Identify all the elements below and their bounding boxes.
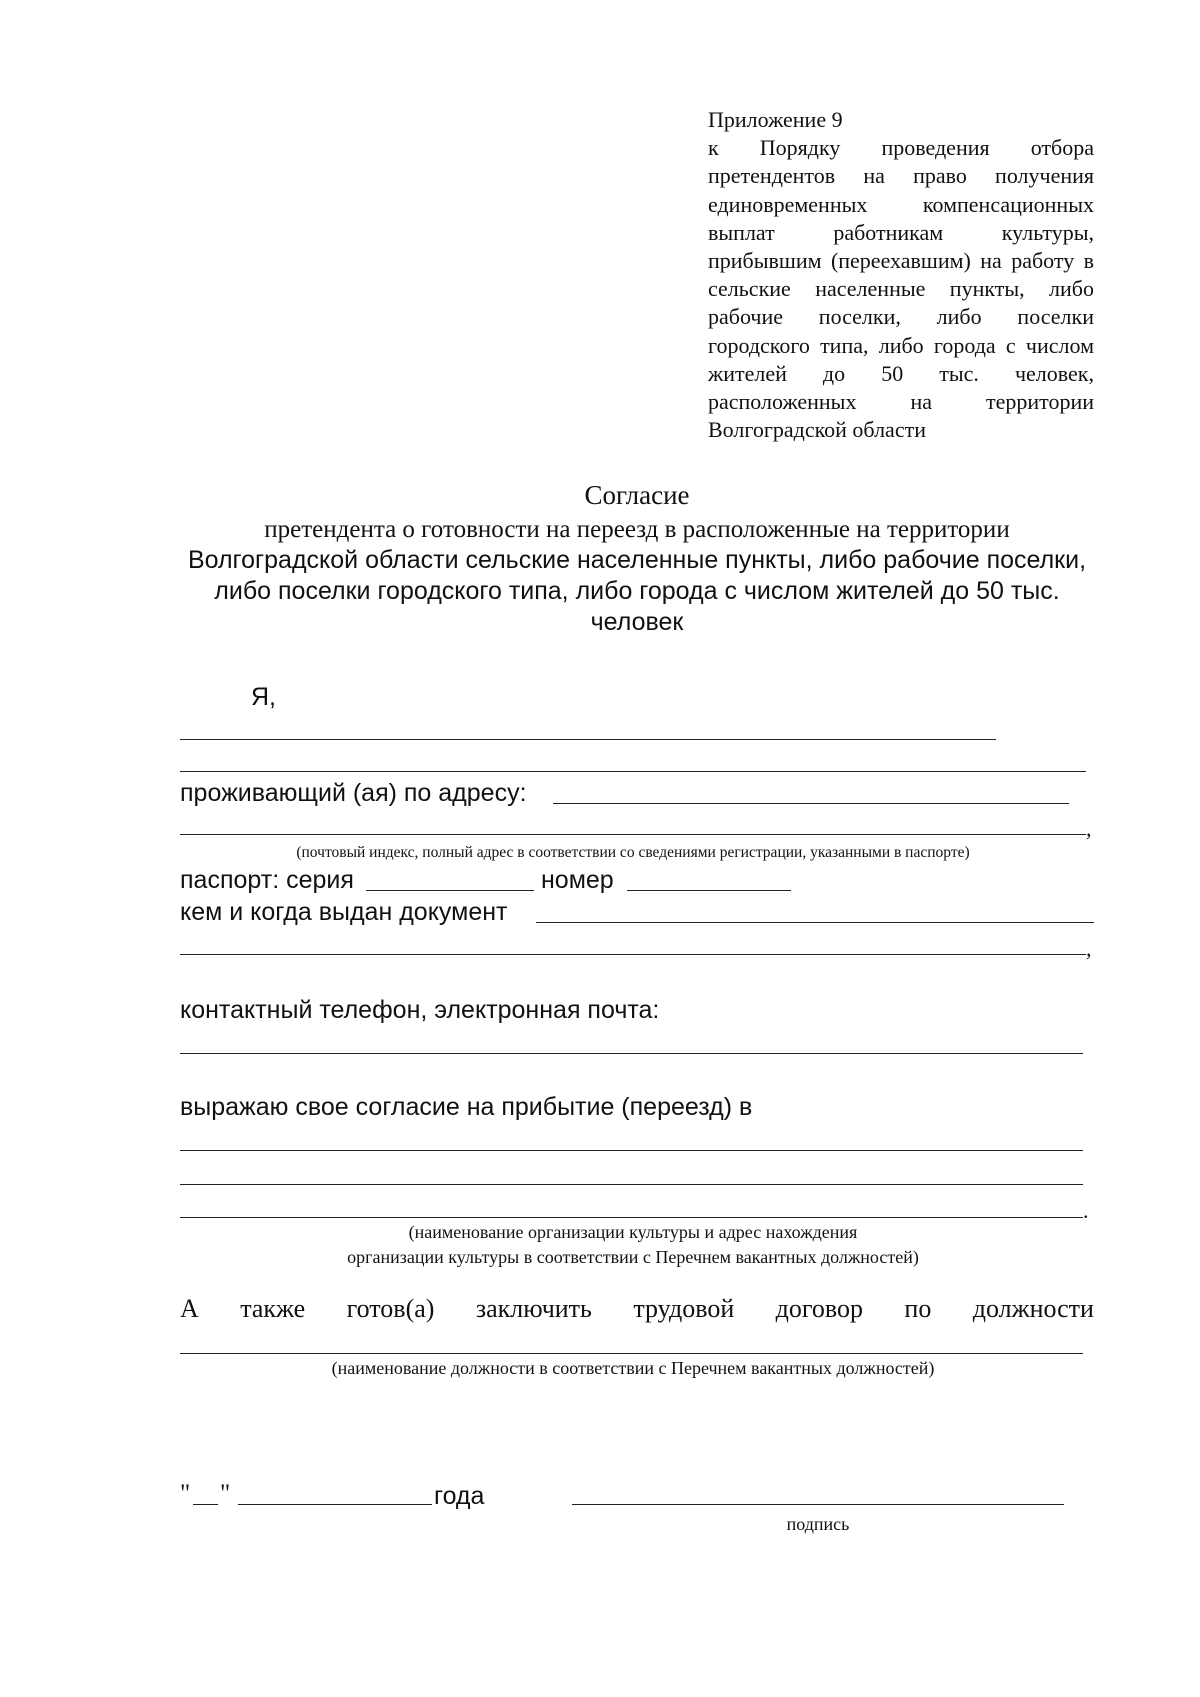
date-day-line[interactable]	[193, 1504, 218, 1505]
also-word: готов(а)	[346, 1294, 435, 1323]
also-word: также	[240, 1294, 306, 1323]
contact-line[interactable]	[180, 1053, 1083, 1054]
appendix-block	[708, 106, 1094, 444]
also-word: заключить	[475, 1294, 592, 1323]
contact-label: контактный телефон, электронная почта:	[180, 996, 660, 1024]
document-title	[150, 478, 1124, 638]
org-line-3[interactable]	[180, 1217, 1083, 1218]
issued-comma: ,	[1086, 936, 1092, 961]
also-word: по	[904, 1294, 932, 1323]
also-ready-sentence	[180, 1293, 1094, 1325]
org-line-2[interactable]	[180, 1184, 1083, 1185]
passport-label: паспорт: серия	[180, 866, 354, 894]
also-word: трудовой	[633, 1294, 735, 1323]
title-line: человек	[590, 608, 684, 636]
passport-series-line[interactable]	[366, 890, 534, 891]
passport-number-line[interactable]	[627, 890, 791, 891]
issued-line-2[interactable]	[180, 954, 1086, 955]
address-label: проживающий (ая) по адресу:	[180, 779, 527, 807]
position-caption: (наименование должности в соответствии с Перечнем вакантных должностей)	[331, 1358, 935, 1378]
year-label: года	[434, 1482, 485, 1510]
also-word: договор	[775, 1294, 864, 1323]
position-line[interactable]	[180, 1353, 1083, 1354]
address-line-1[interactable]	[553, 803, 1069, 804]
passport-number-label: номер	[541, 866, 614, 894]
date-quote-open: "	[180, 1480, 191, 1507]
consent-label: выражаю свое согласие на прибытие (переезд) в	[180, 1093, 753, 1121]
title-line: Волгоградской области сельские населенные пункты, либо рабочие поселки,	[187, 546, 1087, 574]
org-caption-2: организации культуры в соответствии с Перечнем вакантных должностей)	[347, 1247, 919, 1267]
title-line: либо поселки городского типа, либо города с числом жителей до 50 тыс.	[214, 577, 1060, 605]
appendix-text: к Порядку проведения отбора претендентов на право получения единовременных компенсационных выплат работникам культуры, прибывшим (переехавшим) на работу в сельские населенные пункты, либо рабочие поселки, либо поселки городского типа, либо города с числом жителей до 50 тыс. человек, расположенных на территории Волгоградской области	[708, 135, 1094, 443]
address-line-2[interactable]	[180, 834, 1086, 835]
issued-line-1[interactable]	[536, 922, 1094, 923]
name-line-2[interactable]	[180, 771, 1086, 772]
label-i: Я,	[251, 683, 276, 711]
org-caption-1: (наименование организации культуры и адрес нахождения	[408, 1222, 858, 1242]
address-caption: (почтовый индекс, полный адрес в соответствии со сведениями регистрации, указанными в паспорте)	[296, 844, 970, 861]
title-consent: Согласие	[584, 480, 690, 510]
org-line-1[interactable]	[180, 1150, 1083, 1151]
also-word: должности	[972, 1294, 1094, 1323]
issued-label: кем и когда выдан документ	[180, 898, 508, 926]
appendix-title: Приложение 9	[708, 107, 843, 132]
org-period: .	[1083, 1198, 1089, 1223]
signature-line[interactable]	[572, 1504, 1064, 1505]
title-subtitle	[150, 514, 1124, 638]
address-comma: ,	[1086, 816, 1092, 841]
also-word: А	[180, 1294, 199, 1323]
name-line-1[interactable]	[180, 739, 996, 740]
signature-caption: подпись	[786, 1514, 850, 1534]
date-quote-close: "	[220, 1480, 231, 1507]
date-month-line[interactable]	[238, 1504, 432, 1505]
title-line: претендента о готовности на переезд в расположенные на территории	[264, 516, 1010, 543]
